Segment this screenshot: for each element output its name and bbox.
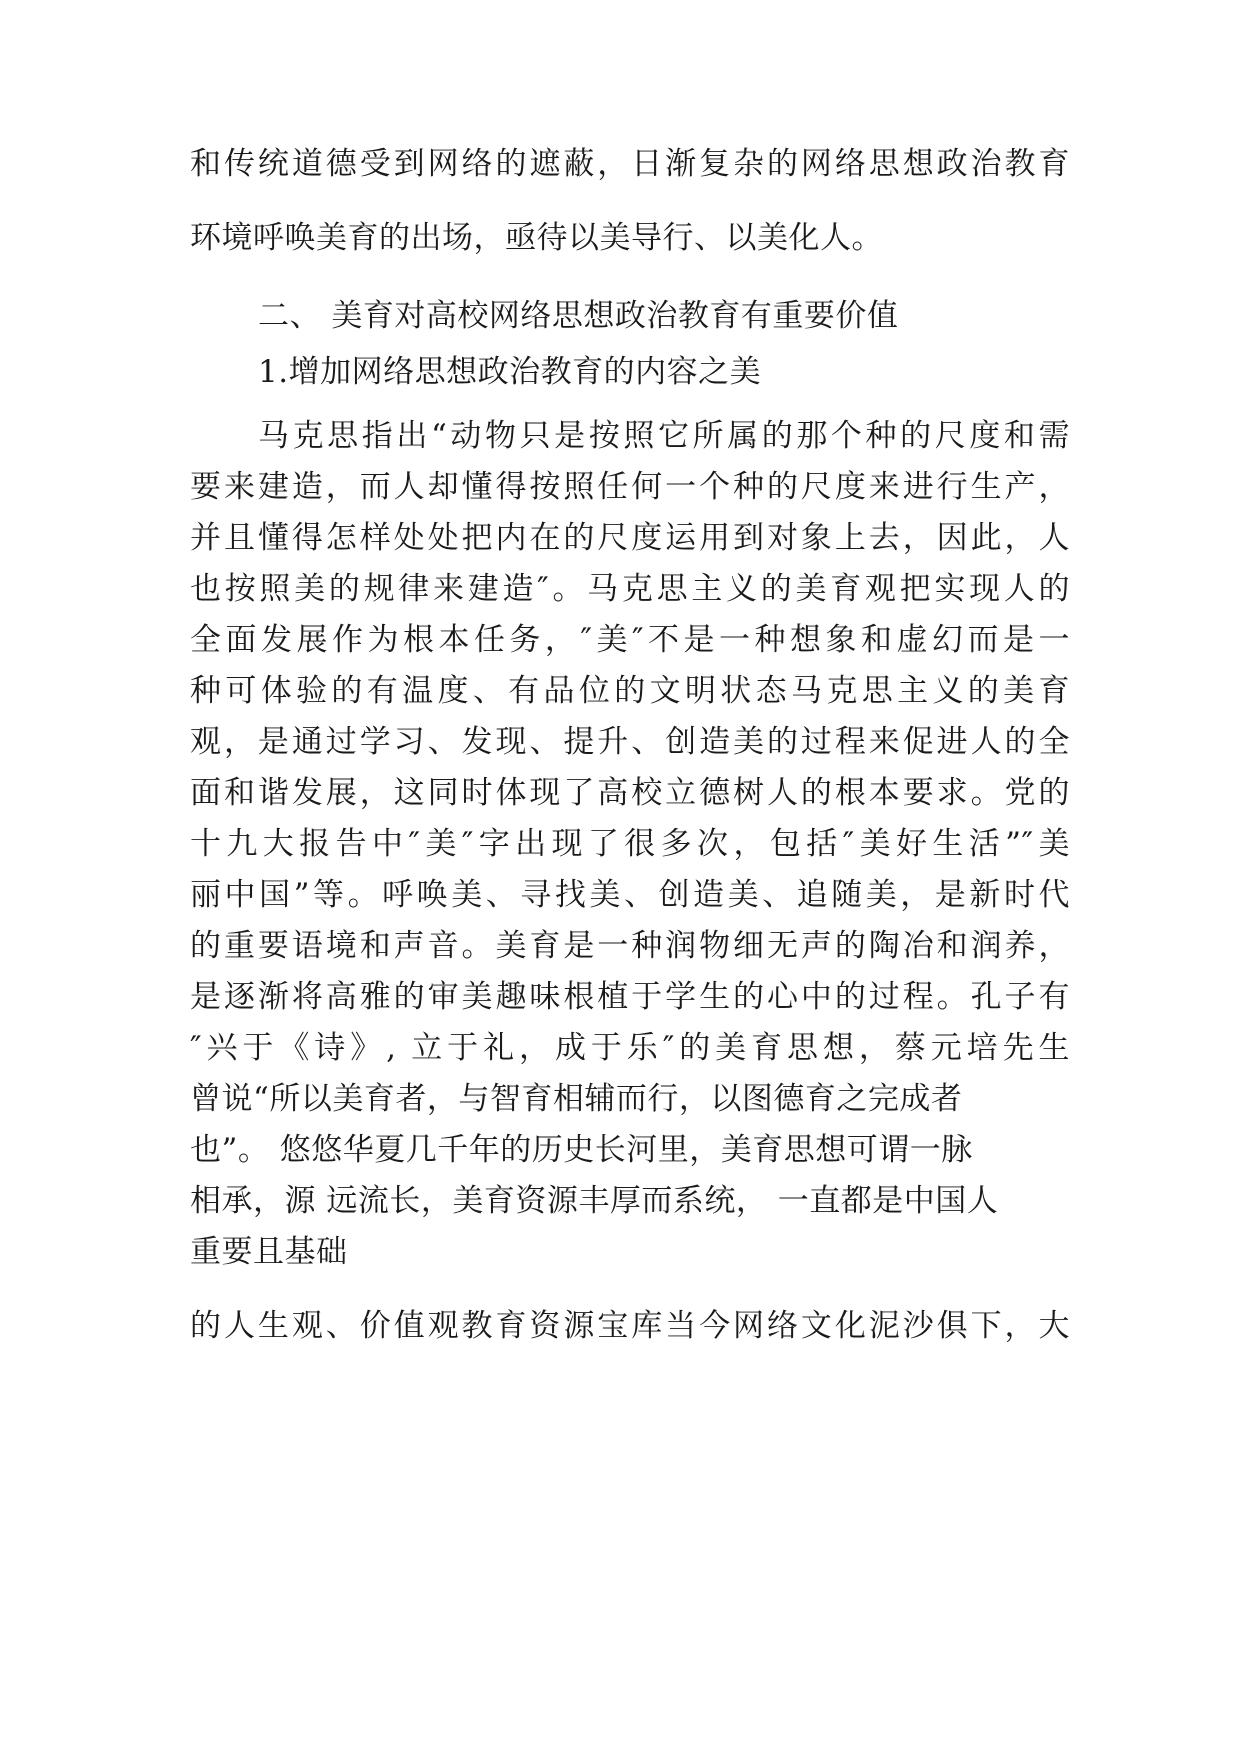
text-line: 也按照美的规律来建造″。马克思主义的美育观把实现人的: [190, 571, 1070, 607]
section-heading: 二、 美育对高校网络思想政治教育有重要价值: [258, 298, 899, 334]
text-line: 的重要语境和声音。美育是一种润物细无声的陶冶和润养，: [190, 928, 1070, 964]
text-line: 要来建造，而人却懂得按照任何一个种的尺度来进行生产，: [190, 469, 1070, 505]
text-line: 十九大报告中″美″字出现了很多次，包括″美好生活”″美: [190, 826, 1070, 862]
text-line: 的人生观、价值观教育资源宝库当今网络文化泥沙俱下，大: [190, 1308, 1070, 1344]
text-line: 曾说“所以美育者，与智育相辅而行，以图德育之完成者: [190, 1081, 963, 1117]
subsection-heading: 1.增加网络思想政治教育的内容之美: [258, 354, 762, 390]
text-line: 观，是通过学习、发现、提升、创造美的过程来促进人的全: [190, 724, 1070, 760]
text-line: 和传统道德受到网络的遮蔽，日渐复杂的网络思想政治教育: [190, 146, 1070, 182]
text-line: 全面发展作为根本任务，″美″不是一种想象和虚幻而是一: [190, 622, 1070, 658]
text-line: 也”。 悠悠华夏几千年的历史长河里，美育思想可谓一脉: [190, 1132, 973, 1168]
text-line: 种可体验的有温度、有品位的文明状态马克思主义的美育: [190, 673, 1070, 709]
text-line: 相承，源 远流长，美育资源丰厚而系统， 一直都是中国人: [190, 1183, 999, 1219]
text-line: 是逐渐将高雅的审美趣味根植于学生的心中的过程。孔子有: [190, 979, 1070, 1015]
text-line: 丽中国”等。呼唤美、寻找美、创造美、追随美，是新时代: [190, 877, 1070, 913]
text-line: 重要且基础: [190, 1234, 348, 1270]
text-line: 马克思指出“动物只是按照它所属的那个种的尺度和需: [258, 418, 1070, 454]
text-line: 并且懂得怎样处处把内在的尺度运用到对象上去，因此，人: [190, 520, 1070, 556]
text-line: 环境呼唤美育的出场，亟待以美导行、以美化人。: [190, 220, 883, 256]
text-line: ″兴于《诗》, 立于礼，成于乐″的美育思想，蔡元培先生: [190, 1030, 1070, 1066]
text-line: 面和谐发展，这同时体现了高校立德树人的根本要求。党的: [190, 775, 1070, 811]
